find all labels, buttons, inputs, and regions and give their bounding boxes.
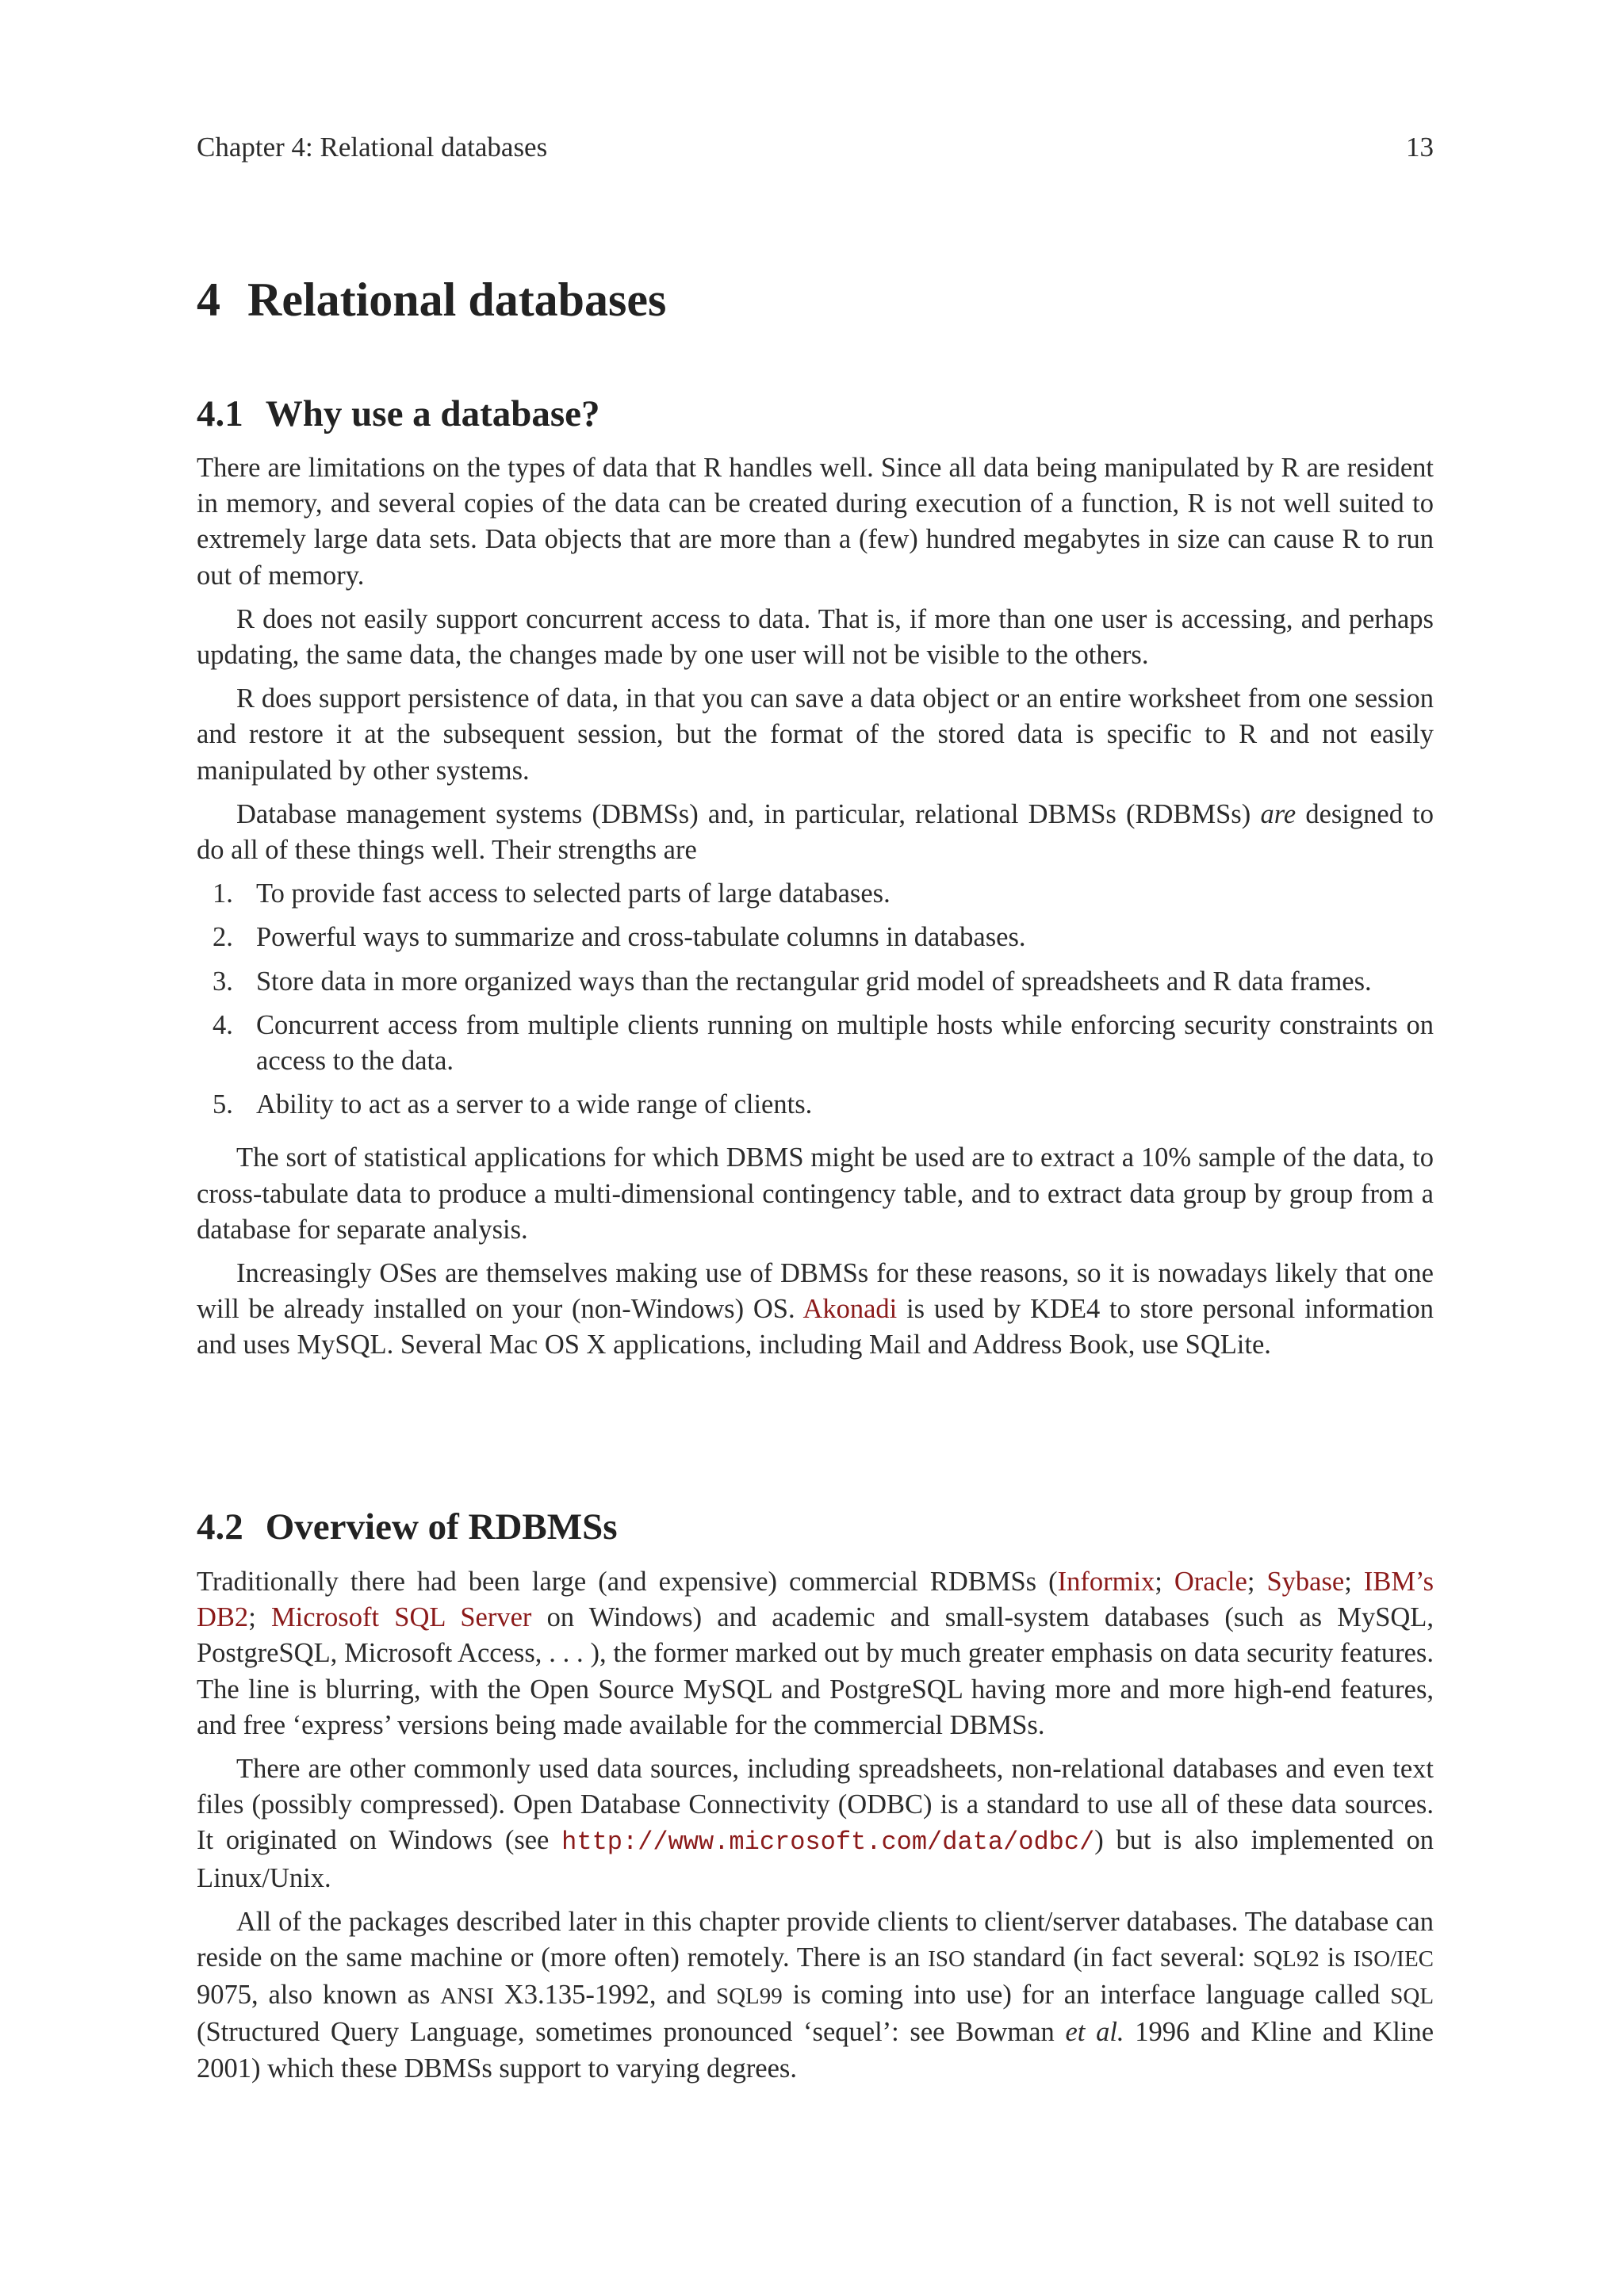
list-item: 2. Powerful ways to summarize and cross-tabulate columns in databases. [197,920,1434,955]
paragraph: Database management systems (DBMSs) and, in particular, relational DBMSs (RDBMSs) are designed to do all of these things well. Their strengths are [197,798,1434,866]
paragraph: Traditionally there had been large (and expensive) commercial RDBMSs (Informix; Oracle; Sybase; IBM’s DB2; Microsoft SQL Server on Windows) and academic and small-system databases (such as MySQL, PostgreSQL, Microsoft Access, . . . ), the former marked out by much greater emphasis on data security features. The line is blurring, with the Open Source MySQL and PostgreSQL having more and more high-end features, and free ‘express’ versions being made available for the commercial DBMSs. [197,1567,1434,1740]
paragraph: R does not easily support concurrent access to data. That is, if more than one user is accessing, and perhaps updating, the same data, the changes made by one user will not be visible to the others. [197,603,1434,671]
list-number: 1. [213,878,233,909]
paragraph: Increasingly OSes are themselves making use of DBMSs for these reasons, so it is nowadays likely that one will be already installed on your (non-Windows) OS. Akonadi is used by KDE4 to store personal information and uses MySQL. Several Mac OS X applications, including Mail and Address Book, use SQLite. [197,1258,1434,1360]
emphasis: are [1260,798,1297,829]
section-title: Overview of RDBMSs [265,1506,618,1548]
running-title: Chapter 4: Relational databases [197,132,548,163]
chapter-title: Relational databases [247,274,667,326]
informix-link[interactable]: Informix [1057,1567,1155,1597]
oracle-link[interactable]: Oracle [1174,1567,1247,1597]
list-number: 4. [213,1009,233,1040]
running-header [197,130,1434,165]
list-item: 1. To provide fast access to selected parts of large databases. [197,876,1434,912]
ibm-db2-link[interactable]: IBM’s DB2 [197,1567,1434,1633]
section-heading-4-1 [197,390,600,438]
section-title: Why use a database? [265,393,600,434]
page-number: 13 [1406,132,1434,163]
paragraph: There are limitations on the types of data that R handles well. Since all data being manipulated by R are resident in memory, and several copies of the data can be created during execution of a function, R is not well suited to extremely large data sets. Data objects that are more than a (few) hundred megabytes in size can cause R to run out of memory. [197,453,1434,591]
list-item: 4. Concurrent access from multiple clients running on multiple hosts while enforcing security constraints on access to the data. [197,1008,1434,1079]
chapter-number: 4 [197,274,220,326]
section-4-1-body [197,450,1434,1372]
section-number: 4.1 [197,393,243,434]
paragraph: There are other commonly used data sources, including spreadsheets, non-relational databases and even text files (possibly compressed). Open Database Connectivity (ODBC) is a standard to use all of these data sources. It originated on Windows (see http://www.microsoft.com/data/odbc/) but is also implemented on Linux/Unix. [197,1754,1434,1893]
chapter-heading [197,268,666,331]
akonadi-link[interactable]: Akonadi [802,1294,898,1325]
paragraph: The sort of statistical applications for which DBMS might be used are to extract a 10% sample of the data, to cross-tabulate data to produce a multi-dimensional contingency table, and to extract data group by group from a database for separate analysis. [197,1142,1434,1245]
list-item: 3. Store data in more organized ways than the rectangular grid model of spreadsheets and R data frames. [197,964,1434,1000]
list-item: 5. Ability to act as a server to a wide range of clients. [197,1087,1434,1123]
sybase-link[interactable]: Sybase [1266,1567,1345,1597]
list-number: 3. [213,966,233,997]
section-heading-4-2 [197,1503,618,1551]
paragraph: R does support persistence of data, in that you can save a data object or an entire worksheet from one session and restore it at the subsequent session, but the format of the stored data is specific to R and not easily manipulated by other systems. [197,683,1434,786]
list-number: 2. [213,922,233,953]
strengths-list [197,876,1434,1123]
section-number: 4.2 [197,1506,243,1548]
emphasis: et al. [1065,2017,1124,2048]
odbc-url-link[interactable]: http://www.microsoft.com/data/odbc/ [561,1827,1095,1858]
list-number: 5. [213,1089,233,1120]
paragraph: All of the packages described later in this chapter provide clients to client/server databases. The database can reside on the same machine or (more often) remotely. There is an ISO standard (in fact several: SQL92 is ISO/IEC 9075, also known as ANSI X3.135-1992, and SQL99 is coming into use) for an interface language called SQL (Structured Query Language, sometimes pronounced ‘sequel’: see Bowman et al. 1996 and Kline and Kline 2001) which these DBMSs support to varying degrees. [197,1906,1434,2084]
microsoft-sql-server-link[interactable]: Microsoft SQL Server [270,1602,532,1633]
section-4-2-body [197,1564,1434,2095]
